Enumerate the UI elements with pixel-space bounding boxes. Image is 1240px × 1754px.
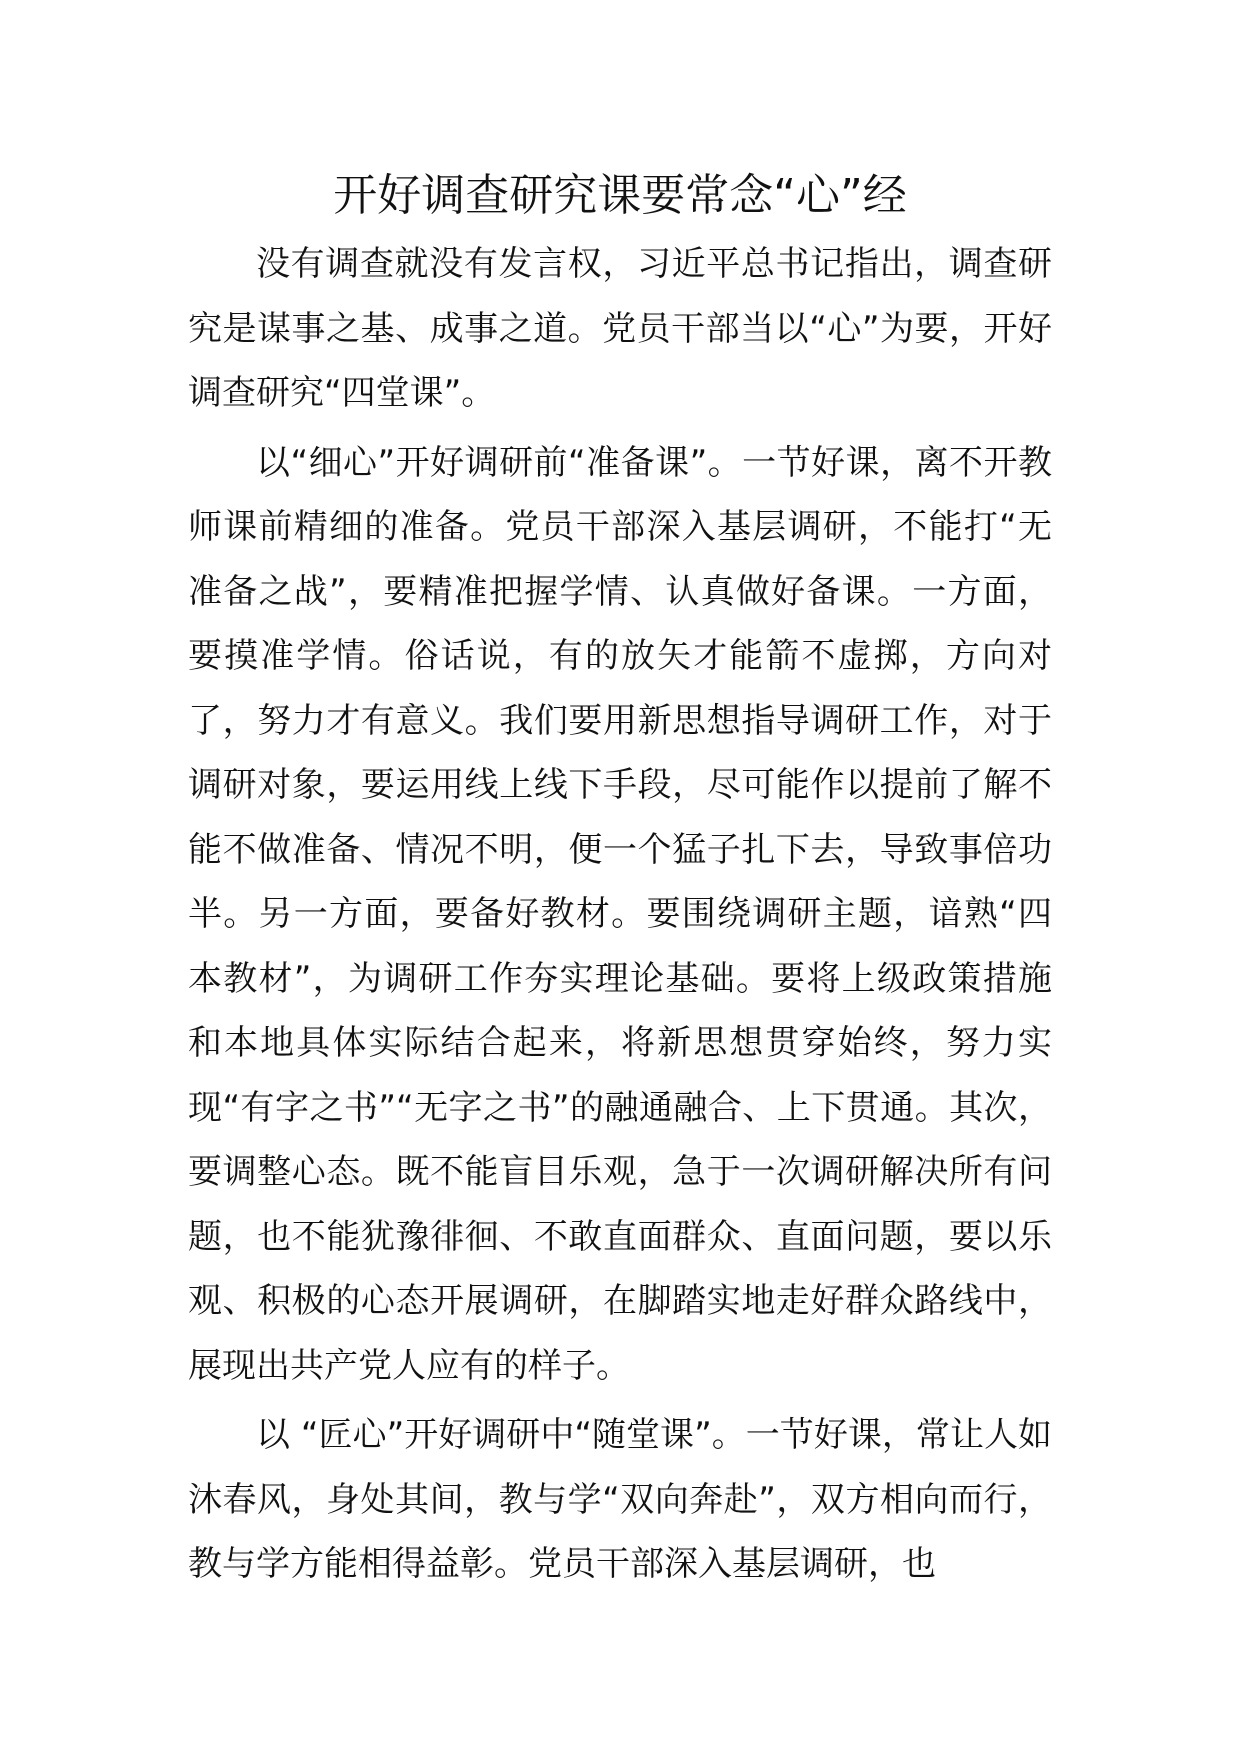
paragraph-preparation-lesson: 以“细心”开好调研前“准备课”。一节好课，离不开教师课前精细的准备。党员干部深入基层调研，不能打“无准备之战”，要精准把握学情、认真做好备课。一方面，要摸准学情。俗话说，有的放矢才能箭不虚掷，方向对了，努力才有意义。我们要用新思想指导调研工作，对于调研对象，要运用线上线下手段，尽可能作以提前了解不能不做准备、情况不明，便一个猛子扎下去，导致事倍功半。另一方面，要备好教材。要围绕调研主题，谙熟“四本教材”，为调研工作夯实理论基础。要将上级政策措施和本地具体实际结合起来，将新思想贯穿始终，努力实现“有字之书”“无字之书”的融通融合、上下贯通。其次，要调整心态。既不能盲目乐观，急于一次调研解决所有问题，也不能犹豫徘徊、不敢直面群众、直面问题，要以乐观、积极的心态开展调研，在脚踏实地走好群众路线中，展现出共产党人应有的样子。: [188, 442, 1052, 1386]
document-body: [188, 232, 1052, 1602]
document-title: 开好调查研究课要常念“心”经: [333, 170, 907, 221]
paragraph-intro: 没有调查就没有发言权，习近平总书记指出，调查研究是谋事之基、成事之道。党员干部当以“心”为要，开好调查研究“四堂课”。: [188, 244, 1052, 413]
paragraph-in-class-lesson: 以 “匠心”开好调研中“随堂课”。一节好课，常让人如沐春风，身处其间，教与学“双向奔赴”，双方相向而行，教与学方能相得益彰。党员干部深入基层调研，也: [188, 1415, 1052, 1584]
